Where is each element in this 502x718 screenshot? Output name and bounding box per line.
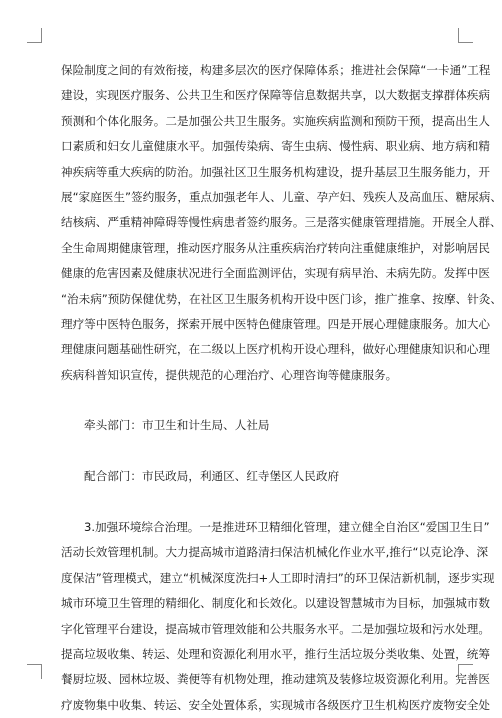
- text-line: 保险制度之间的有效衔接，构建多层次的医疗保障体系；推进社会保障“一卡通”工程: [61, 63, 491, 77]
- section-3-heading-line: 3.加强环境综合治理。一是推进环卫精细化管理，建立健全自治区“爱国卫生日”: [84, 520, 490, 535]
- text-line: 神疾病等重大疾病的防治。加强社区卫生服务机构建设，提升基层卫生服务能力，开: [61, 164, 490, 179]
- text-line: 预测和个体化服务。二是加强公共卫生服务。实施疾病监测和预防干预，提高出生人: [61, 113, 490, 128]
- text-line: 城市环境卫生管理的精细化、制度化和长效化。以建设智慧城市为目标，加强城市数: [61, 596, 490, 611]
- cooperating-department: 配合部门：市民政局，利通区、红寺堡区人民政府: [84, 469, 340, 484]
- text-line: 活动长效管理机制。大力提高城市道路清扫保洁机械化作业水平,推行“以克论净、深: [61, 545, 489, 560]
- text-line: 展“家庭医生”签约服务，重点加强老年人、儿童、孕产妇、残疾人及高血压、糖尿病、: [61, 189, 502, 204]
- text-line: 健康的危害因素及健康状况进行全面监测评估，实现有病早治、未病先防。发挥中医: [61, 266, 490, 281]
- text-line: 餐厨垃圾、园林垃圾、粪便等有机物处理，推动建筑及装修垃圾资源化利用。完善医: [61, 672, 490, 687]
- text-line: 口素质和妇女儿童健康水平。加强传染病、寄生虫病、慢性病、职业病、地方病和精: [61, 139, 490, 154]
- text-line: 理疗等中医特色服务，探索开展中医特色健康管理。四是开展心理健康服务。加大心: [61, 316, 490, 331]
- text-line: 字化管理平台建设，提高城市管理效能和公共服务水平。二是加强垃圾和污水处理。: [61, 621, 490, 636]
- text-line: 提高垃圾收集、转运、处理和资源化利用水平，推行生活垃圾分类收集、处置，统筹: [61, 646, 490, 661]
- crop-mark-top-right: [458, 28, 473, 43]
- text-line: 结核病、严重精神障碍等慢性病患者签约服务。三是落实健康管理措施。开展全人群、: [61, 215, 502, 230]
- text-line: 全生命周期健康管理，推动医疗服务从注重疾病治疗转向注重健康维护，对影响居民: [61, 240, 490, 255]
- text-line: 疾病科普知识宣传，提供规范的心理治疗、心理咨询等健康服务。: [61, 367, 398, 382]
- crop-mark-bottom-left: [27, 664, 42, 679]
- text-line: 建设，实现医疗服务、公共卫生和医疗保障等信息数据共享，以大数据支撑群体疾病: [61, 88, 490, 103]
- text-line: “治未病”预防保健优势，在社区卫生服务机构开设中医门诊，推广推拿、按摩、针灸、: [61, 291, 502, 306]
- paragraph-gap: [61, 490, 444, 515]
- text-line: 疗废物集中收集、转运、安全处置体系，实现城市各级医疗卫生机构医疗废物安全处: [61, 697, 490, 712]
- text-line: 理健康问题基础性研究，在二级以上医疗机构开设心理科，做好心理健康知识和心理: [61, 342, 490, 357]
- paragraph-gap: [61, 388, 444, 413]
- text-line: 度保洁”管理模式，建立“机械深度洗扫+人工即时清扫”的环卫保洁新机制，逐步实现: [61, 570, 495, 585]
- lead-department: 牵头部门：市卫生和计生局、人社局: [84, 418, 270, 433]
- crop-mark-top-left: [27, 28, 42, 43]
- paragraph-gap: [61, 439, 444, 464]
- document-body: [61, 58, 502, 718]
